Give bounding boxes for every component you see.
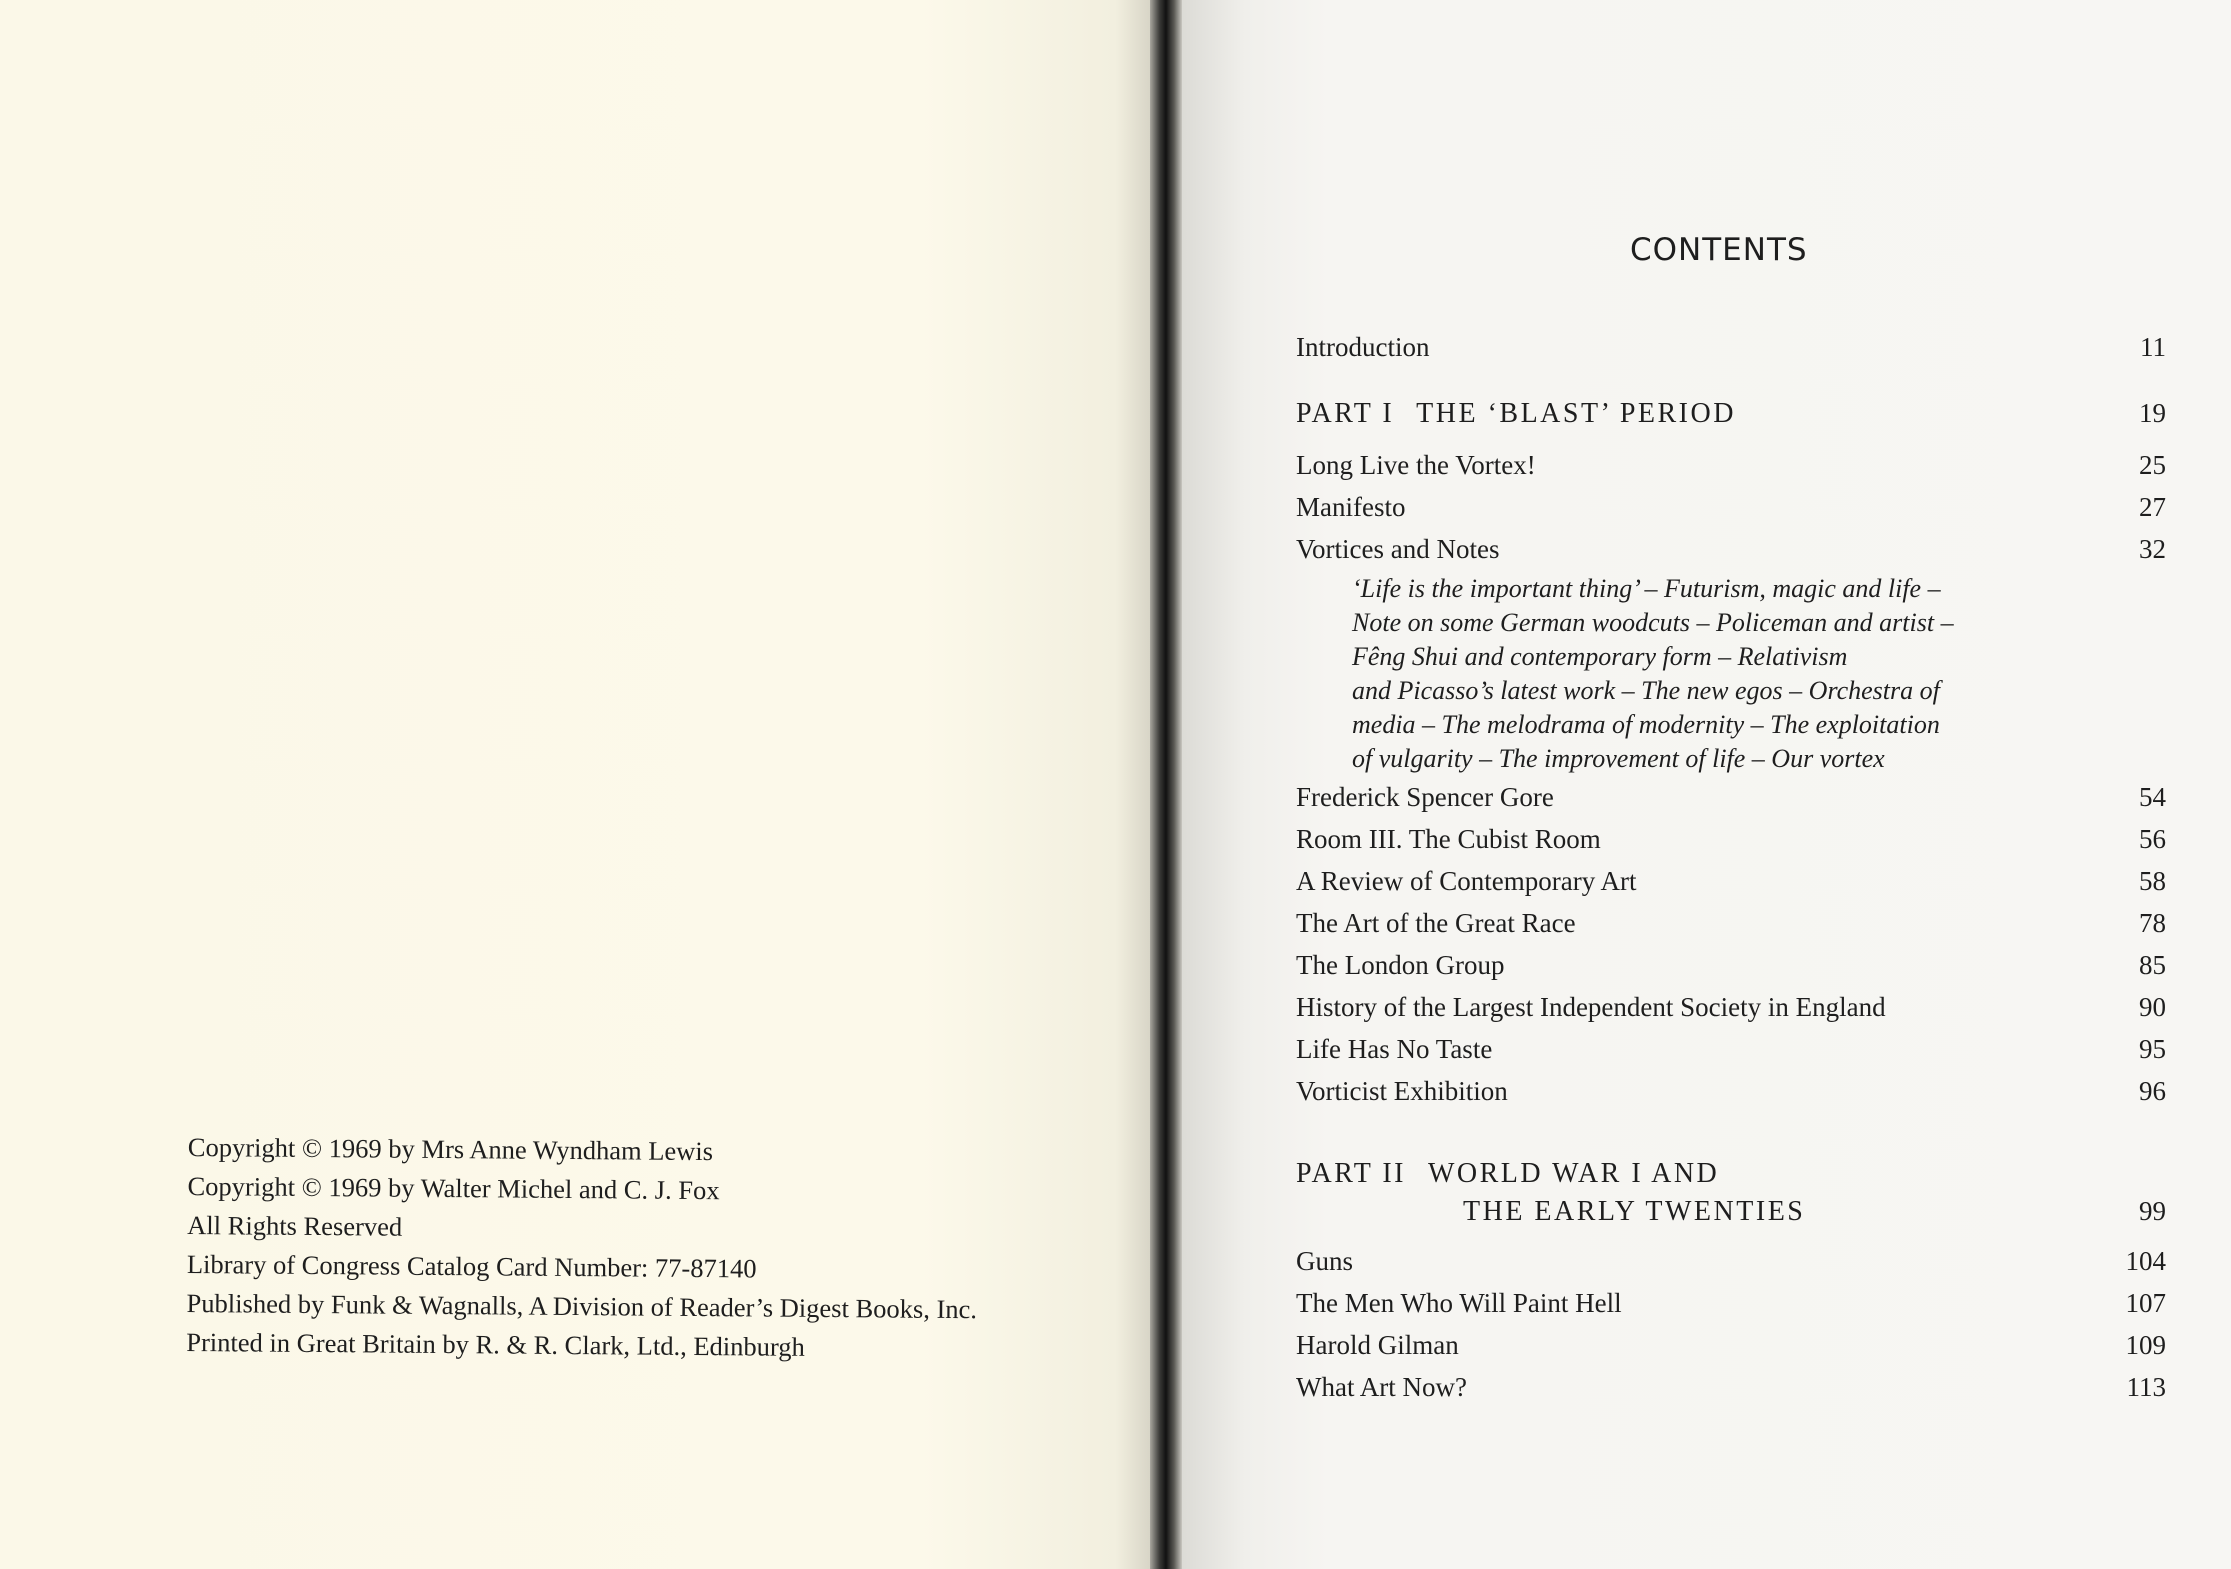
copyright-line: Printed in Great Britain by R. & R. Clark, Ltd., Edinburgh: [186, 1326, 805, 1362]
toc-entry-title: A Review of Contemporary Art: [1296, 866, 1637, 896]
subentry-line: of vulgarity – The improvement of life – Our vortex: [1352, 744, 1885, 773]
toc-entry-page: 25: [2139, 450, 2166, 480]
toc-entry-title: The Men Who Will Paint Hell: [1296, 1288, 1622, 1318]
toc-entry: [1296, 824, 2166, 855]
toc-entry-title: Long Live the Vortex!: [1296, 450, 1536, 480]
toc-entry-page: 78: [2139, 908, 2166, 938]
toc-entry-page: 58: [2139, 866, 2166, 896]
part-label: PART I: [1296, 398, 1395, 429]
toc-entry: [1296, 1246, 2166, 1277]
toc-entry-title: Guns: [1296, 1246, 1354, 1276]
toc-entry: [1296, 950, 2166, 981]
toc-entry-page: 32: [2139, 534, 2166, 564]
copyright-line: Library of Congress Catalog Card Number: 77-87140: [186, 1248, 757, 1284]
contents-title: CONTENTS: [1630, 232, 1808, 268]
toc-entry-page: 90: [2139, 992, 2166, 1022]
part-label: PART II: [1296, 1158, 1406, 1189]
toc-entry: [1296, 782, 2166, 813]
toc-entry-page: 11: [2140, 332, 2166, 362]
copyright-line: Copyright © 1969 by Mrs Anne Wyndham Lewis: [187, 1131, 714, 1167]
toc-entry-page: 109: [2125, 1330, 2166, 1360]
toc-entry-page: 19: [2139, 398, 2166, 428]
vortices-subentries: [1352, 572, 2112, 776]
toc-entry: [1296, 534, 2166, 565]
part-title-line-1: WORLD WAR I AND: [1427, 1158, 1720, 1189]
toc-entry-page: 95: [2139, 1034, 2166, 1064]
toc-entry-title: Frederick Spencer Gore: [1296, 782, 1554, 812]
subentry-line: media – The melodrama of modernity – The exploitation: [1352, 710, 1940, 739]
toc-entry-title: Harold Gilman: [1296, 1330, 1459, 1360]
toc-entry: [1296, 992, 2166, 1023]
subentry-line: Fêng Shui and contemporary form – Relativism: [1352, 642, 1848, 671]
toc-entry-page: 104: [2125, 1246, 2166, 1276]
toc-entry: [1296, 492, 2166, 523]
toc-entry-introduction: [1296, 332, 2166, 363]
toc-part-1: [1296, 398, 2166, 430]
toc-entry-page: 113: [2126, 1372, 2166, 1402]
toc-entry: [1296, 1372, 2166, 1403]
book-spine: [1150, 0, 1182, 1569]
toc-entry: [1296, 1288, 2166, 1319]
toc-entry-title: What Art Now?: [1296, 1372, 1467, 1402]
part-title-line-2: THE EARLY TWENTIES: [1463, 1196, 1806, 1227]
toc-entry-title: Life Has No Taste: [1296, 1034, 1493, 1064]
toc-entry-page: 56: [2139, 824, 2166, 854]
toc-entry: [1296, 866, 2166, 897]
toc-entry-title: The London Group: [1296, 950, 1505, 980]
toc-entry-title: History of the Largest Independent Society in England: [1296, 992, 1886, 1022]
copyright-line: Published by Funk & Wagnalls, A Division of Reader’s Digest Books, Inc.: [186, 1287, 978, 1325]
toc-entry-page: 99: [2139, 1196, 2166, 1226]
copyright-line: All Rights Reserved: [187, 1209, 403, 1242]
toc-entry-page: 54: [2139, 782, 2166, 812]
toc-entry-title: Vorticist Exhibition: [1296, 1076, 1508, 1106]
toc-entry-title: The Art of the Great Race: [1296, 908, 1576, 938]
toc-entry: [1296, 1330, 2166, 1361]
toc-entry-title: Manifesto: [1296, 492, 1406, 522]
toc-entry: [1296, 450, 2166, 481]
toc-entry-title: Introduction: [1296, 332, 1430, 362]
toc-entry: [1296, 1034, 2166, 1065]
toc-entry-title: Room III. The Cubist Room: [1296, 824, 1601, 854]
subentry-line: ‘Life is the important thing’ – Futurism, magic and life –: [1352, 574, 1941, 603]
copyright-line: Copyright © 1969 by Walter Michel and C. J. Fox: [187, 1170, 720, 1206]
toc-entry-page: 85: [2139, 950, 2166, 980]
toc-part-2-continued: [1296, 1196, 2166, 1228]
toc-entry-page: 27: [2139, 492, 2166, 522]
part-title: THE ‘BLAST’ PERIOD: [1416, 398, 1736, 429]
toc-entry-page: 96: [2139, 1076, 2166, 1106]
toc-part-2: [1296, 1158, 2166, 1190]
toc-entry: [1296, 908, 2166, 939]
subentry-line: and Picasso’s latest work – The new egos – Orchestra of: [1352, 676, 1940, 705]
toc-entry-title: Vortices and Notes: [1296, 534, 1500, 564]
toc-entry: [1296, 1076, 2166, 1107]
subentry-line: Note on some German woodcuts – Policeman and artist –: [1352, 608, 1954, 637]
toc-entry-page: 107: [2125, 1288, 2166, 1318]
copyright-block: [186, 1128, 1088, 1369]
